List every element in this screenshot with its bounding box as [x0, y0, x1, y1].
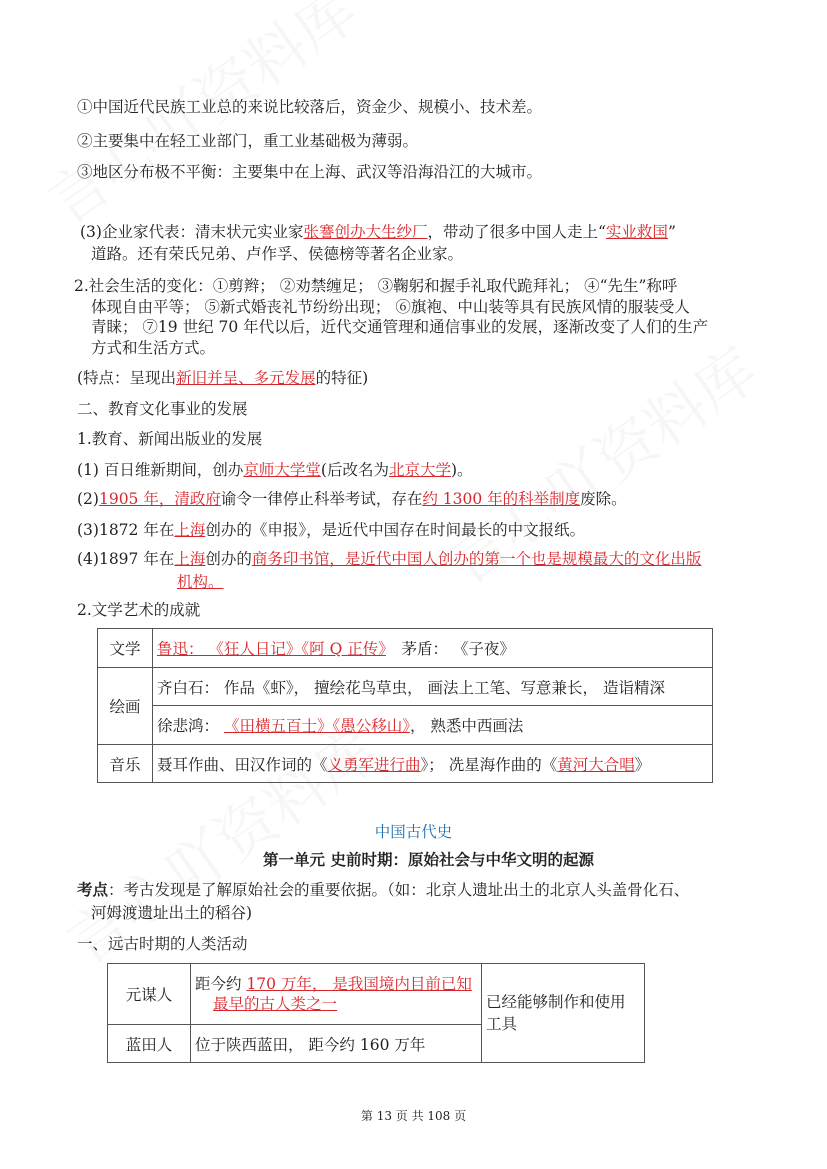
music-cell: 聂耳作曲、田汉作词的《义勇军进行曲》； 冼星海作曲的《黄河大合唱》	[153, 745, 713, 783]
literature-cell: 鲁迅： 《狂人日记》《阿 Q 正传》 茅盾： 《子夜》	[153, 629, 713, 668]
unit-title: 第一单元 史前时期：原始社会与中华文明的起源	[263, 851, 594, 869]
painting-cell: 齐白石： 作品《虾》， 擅绘花鸟草虫， 画法上工笔、写意兼长， 造诣精深	[153, 668, 713, 706]
watermark	[28, 0, 372, 241]
yuanmou-cell: 距今约 170 万年， 是我国境内目前已知 最早的古人类之一	[191, 964, 482, 1025]
edu-item-cont: 机构。	[177, 573, 224, 591]
edu-item: (4)1897 年在上海创办的商务印书馆，是近代中国人创办的第一个也是规模最大的文化出版	[77, 550, 702, 568]
subsection-heading: 1.教育、新闻出版业的发展	[77, 430, 263, 448]
feature-line: (特点：呈现出新旧并呈、多元发展的特征)	[77, 369, 369, 387]
key-point: 考点：考古发现是了解原始社会的重要依据。（如：北京人遗址出土的北京人头盖骨化石、	[77, 880, 690, 899]
edu-item: (2)1905 年，清政府谕令一律停止科举考试，存在约 1300 年的科举制度废除。	[77, 490, 627, 508]
section-heading: 二、教育文化事业的发展	[77, 400, 248, 418]
arts-table	[97, 628, 713, 783]
social-line: 青睐； ⑦19 世纪 70 年代以后，近代交通管理和通信事业的发展，逐渐改变了人们的生产	[91, 318, 709, 336]
edu-item: (3)1872 年在上海创办的《申报》，是近代中国存在时间最长的中文报纸。	[77, 521, 586, 539]
row-label: 文学	[98, 629, 153, 668]
row-label: 元谋人	[108, 964, 191, 1025]
row-label: 蓝田人	[108, 1025, 191, 1063]
entrepreneur-line: (3)企业家代表：清末状元实业家张謇创办大生纱厂，带动了很多中国人走上“实业救国”	[80, 223, 676, 241]
entrepreneur-line: 道路。还有荣氏兄弟、卢作孚、侯德榜等著名企业家。	[91, 245, 464, 263]
early-humans-table	[107, 963, 645, 1063]
social-line: 2.社会生活的变化：①剪辫； ②劝禁缠足； ③鞠躬和握手礼取代跪拜礼； ④“先生”称呼	[74, 277, 678, 295]
intro-line: ②主要集中在轻工业部门，重工业基础极为薄弱。	[77, 132, 419, 150]
subsection-heading: 2.文学艺术的成就	[77, 601, 201, 619]
tools-cell: 已经能够制作和使用工具	[482, 964, 645, 1063]
social-line: 体现自由平等； ⑤新式婚丧礼节纷纷出现； ⑥旗袍、中山装等具有民族风情的服装受人	[91, 298, 690, 316]
page-footer: 第 13 页 共 108 页	[360, 1109, 467, 1123]
social-line: 方式和生活方式。	[91, 339, 216, 357]
edu-item: (1) 百日维新期间，创办京师大学堂(后改名为北京大学)。	[77, 461, 473, 479]
intro-line: ①中国近代民族工业总的来说比较落后，资金少、规模小、技术差。	[77, 98, 543, 116]
painting-cell: 徐悲鸿： 《田横五百士》《愚公移山》， 熟悉中西画法	[153, 706, 713, 745]
part-title: 中国古代史	[374, 823, 453, 841]
section-heading: 一、远古时期的人类活动	[77, 935, 248, 953]
key-point-cont: 河姆渡遗址出土的稻谷)	[91, 904, 253, 922]
row-label: 音乐	[98, 745, 153, 783]
lantian-cell: 位于陕西蓝田， 距今约 160 万年	[191, 1025, 482, 1063]
intro-line: ③地区分布极不平衡：主要集中在上海、武汉等沿海沿江的大城市。	[77, 163, 543, 181]
row-label: 绘画	[98, 668, 153, 745]
